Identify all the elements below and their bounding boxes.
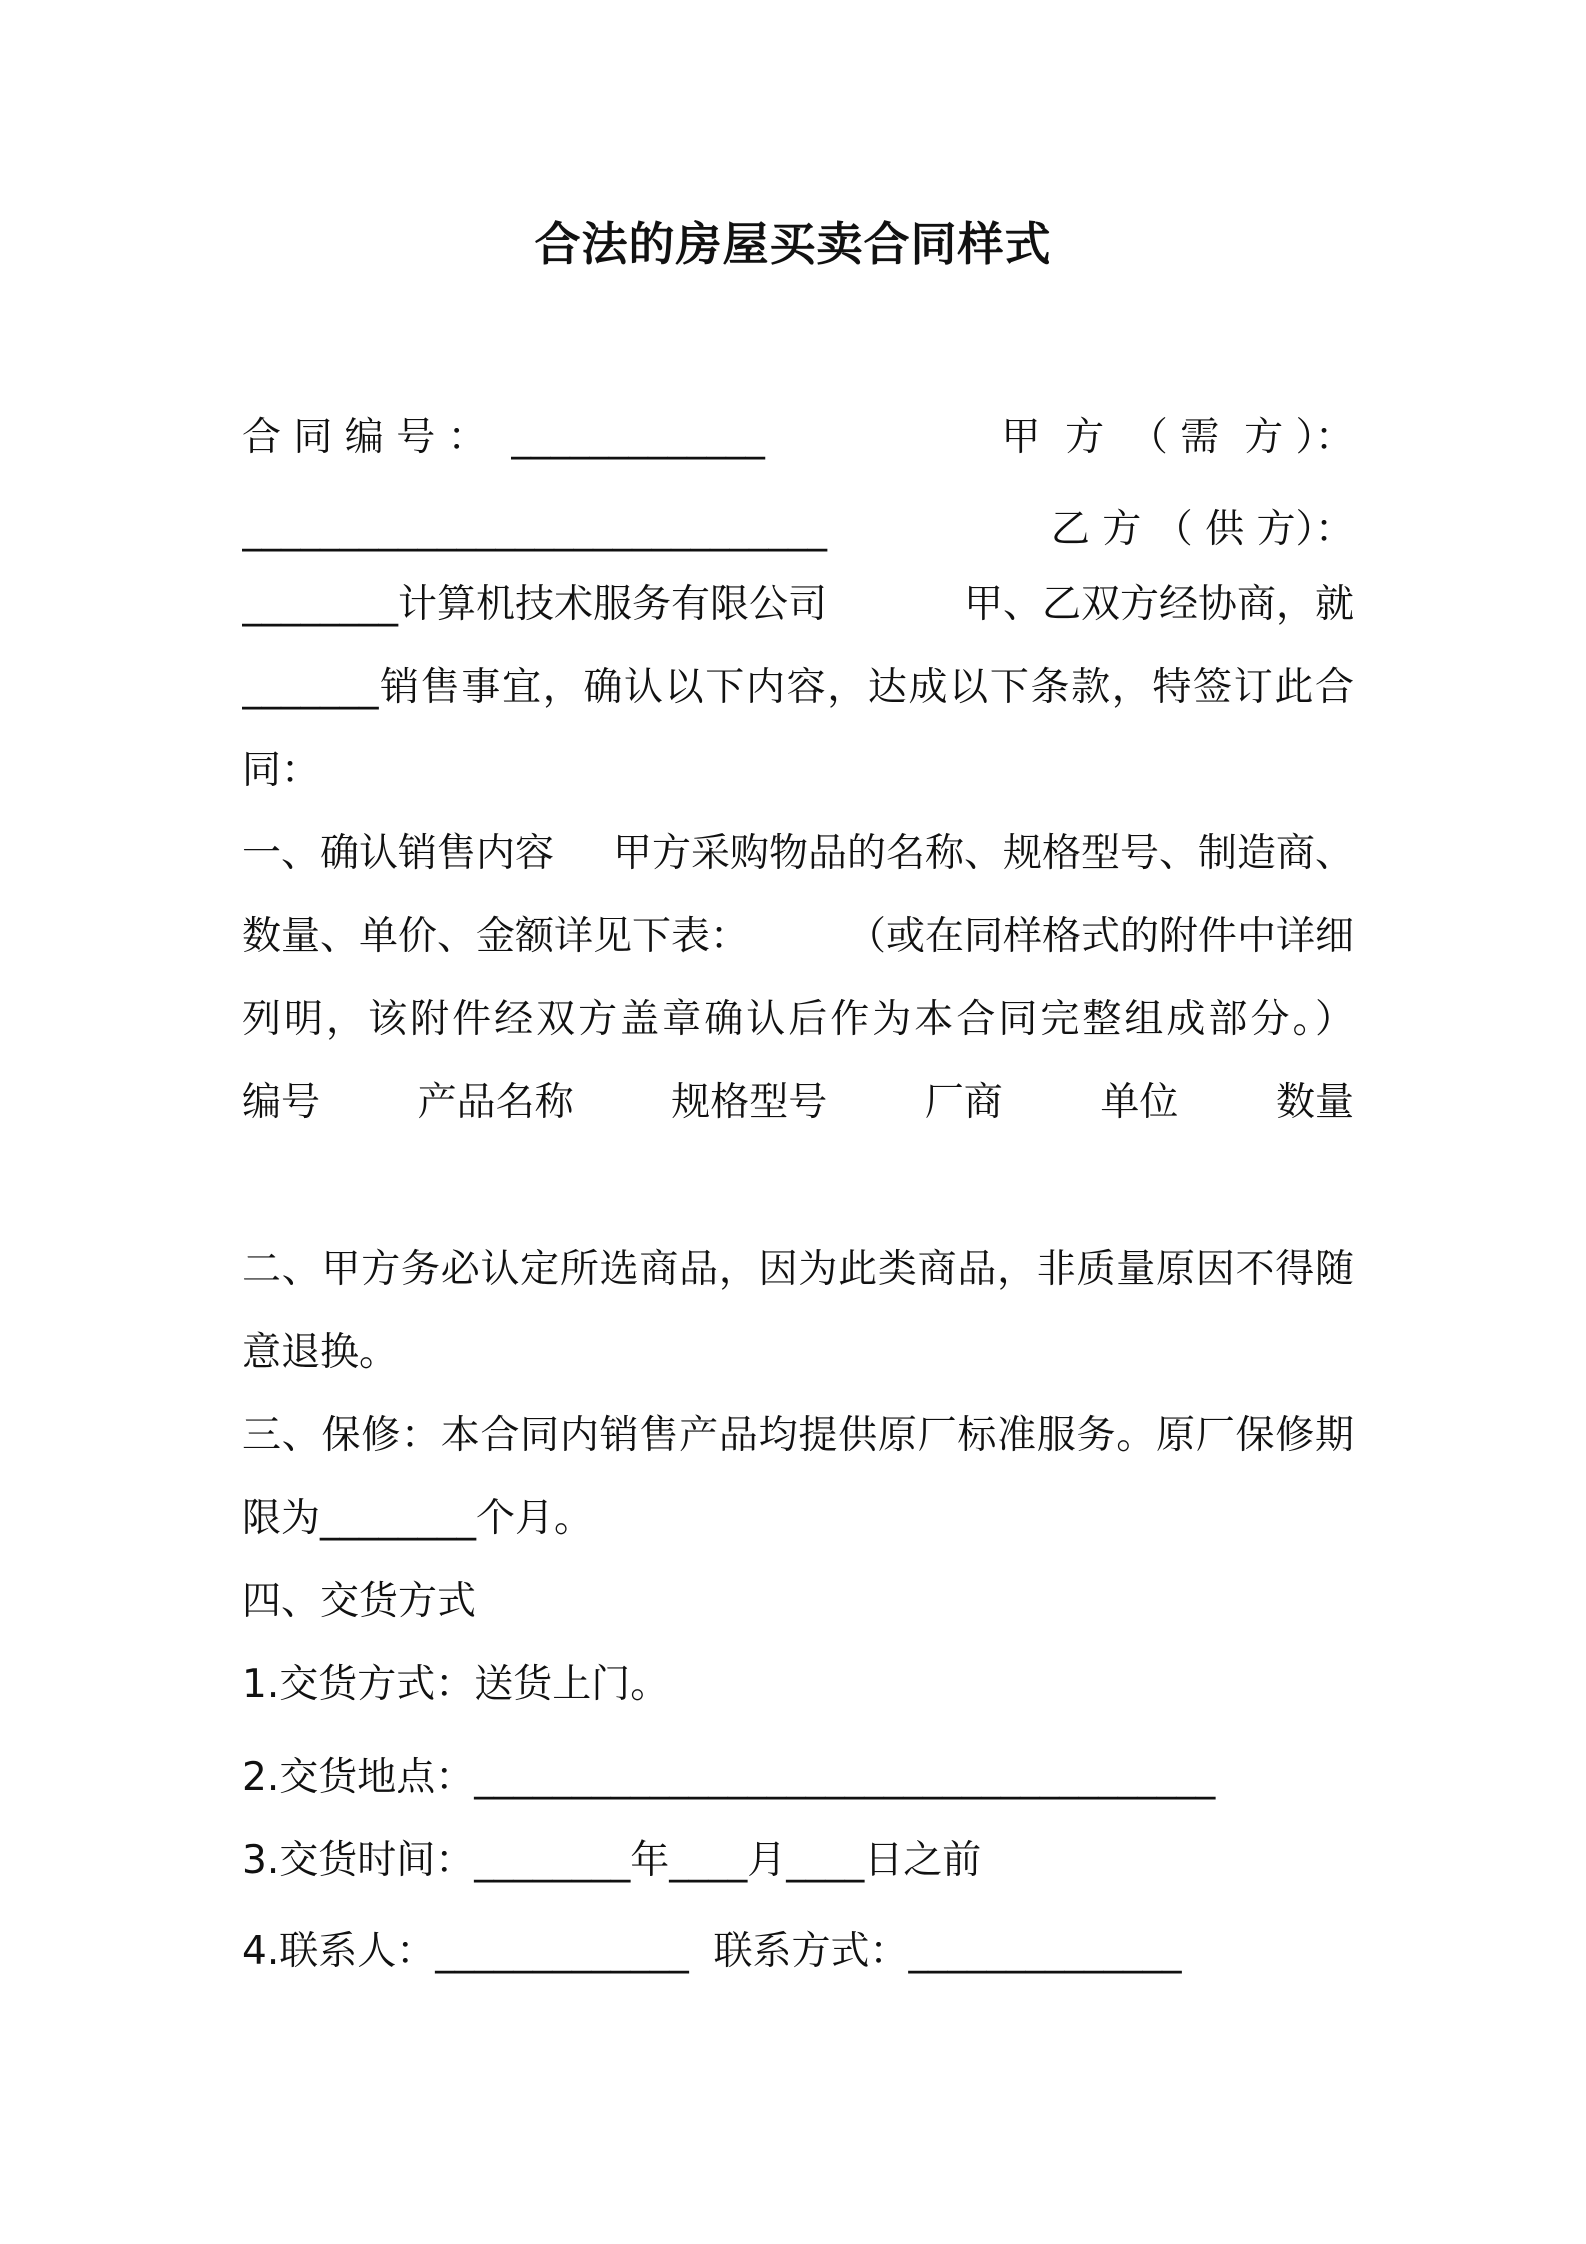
paragraph-line: 列明，该附件经双方盖章确认后作为本合同完整组成部分。）: [242, 997, 1354, 1042]
table-header-cell: 产品名称: [417, 1080, 574, 1125]
table-header-row: [242, 1156, 1354, 1216]
section-one-text: 甲方采购物品的名称、规格型号、制造商、: [612, 831, 1354, 876]
party-a-label: 甲 方 （ 需 方 ）：: [1001, 415, 1354, 460]
paragraph-line: [242, 907, 1354, 967]
party-b-line: [242, 500, 1354, 560]
delivery-location: 2.交货地点：______________________________________: [242, 1755, 1216, 1800]
paragraph-line: 意退换。: [242, 1330, 399, 1375]
paragraph-line: 二、甲方务必认定所选商品，因为此类商品，非质量原因不得随: [242, 1247, 1354, 1292]
negotiation-text: 甲、乙双方经协商，就: [963, 582, 1354, 627]
party-a-blank: ______________________________: [242, 507, 827, 552]
party-b-label: 乙 方 （ 供 方）：: [1050, 507, 1354, 552]
table-header-cell: 单位: [1100, 1080, 1179, 1125]
table-header-cell: 厂商: [924, 1080, 1003, 1125]
table-header-cell: 数量: [1275, 1080, 1354, 1125]
company-line: [242, 575, 1354, 635]
contract-number-line: [242, 408, 1354, 468]
delivery-time: 3.交货时间：________年____月____日之前: [242, 1838, 982, 1883]
table-header-cell: 编号: [242, 1080, 321, 1125]
paragraph-line: _______销售事宜，确认以下内容，达成以下条款，特签订此合: [242, 665, 1354, 710]
table-header-cell: 规格型号: [671, 1080, 828, 1125]
paragraph-segment: 数量、单价、金额详见下表：: [242, 914, 750, 959]
table-header-row: [242, 1073, 1354, 1133]
document-title: 合法的房屋买卖合同样式: [534, 217, 1052, 271]
paragraph-segment: （或在同样格式的附件中详细: [846, 914, 1354, 959]
contact-line: 4.联系人：_____________ 联系方式：______________: [242, 1929, 1182, 1974]
company-name: ________计算机技术服务有限公司: [242, 582, 828, 627]
paragraph-line: 三、保修：本合同内销售产品均提供原厂标准服务。原厂保修期: [242, 1413, 1354, 1458]
paragraph-line: 同：: [242, 748, 321, 793]
delivery-method: 1.交货方式：送货上门。: [242, 1662, 670, 1707]
contract-number-label: 合 同 编 号 ： _____________: [242, 415, 765, 460]
section-one-line: [242, 824, 1354, 884]
paragraph-line: 限为________个月。: [242, 1496, 594, 1541]
section-one-heading: 一、确认销售内容: [242, 831, 555, 876]
section-heading: 四、交货方式: [242, 1579, 477, 1624]
